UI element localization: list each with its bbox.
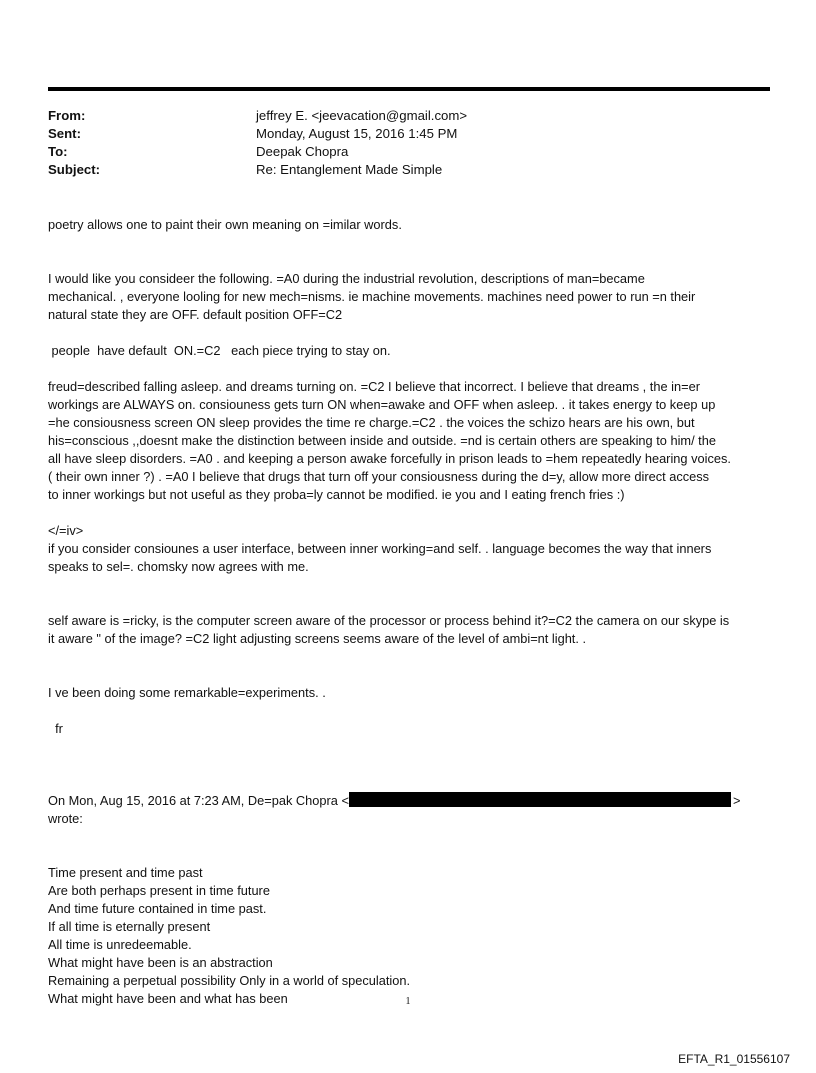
email-header bbox=[48, 107, 467, 179]
sent-label: Sent: bbox=[48, 126, 81, 141]
to-row bbox=[48, 143, 467, 161]
signature: fr bbox=[48, 721, 63, 736]
quote-intro-text: On Mon, Aug 15, 2016 at 7:23 AM, De=pak Chopra < bbox=[48, 793, 349, 808]
paragraph-line: ( their own inner ?) . =A0 I believe that drugs that turn off your consiousness during the d=y, allow more direct access bbox=[48, 469, 710, 484]
paragraph: I ve been doing some remarkable=experiments. . bbox=[48, 685, 326, 700]
sent-row bbox=[48, 125, 467, 143]
paragraph-line: to inner workings but not useful as they proba=ly cannot be modified. ie you and I eating french fries :) bbox=[48, 487, 625, 502]
subject-row bbox=[48, 161, 467, 179]
paragraph-line: all have sleep disorders. =A0 . and keeping a person awake forcefully in prison leads to =hem repeatedly hearing voices. bbox=[48, 451, 731, 466]
quote-intro-wrote: wrote: bbox=[48, 811, 83, 826]
page-number: 1 bbox=[405, 996, 411, 1007]
paragraph-line: =he consiousness screen ON sleep provides the time re charge.=C2 . the voices the schizo hears are his own, but bbox=[48, 415, 695, 430]
div-artifact: </=iv> bbox=[48, 523, 84, 538]
paragraph: people have default ON.=C2 each piece trying to stay on. bbox=[48, 343, 391, 358]
quoted-poem bbox=[48, 864, 770, 1008]
paragraph-line: I would like you consideer the following. =A0 during the industrial revolution, descriptions of man=became bbox=[48, 271, 645, 286]
poem-line: All time is unredeemable. bbox=[48, 937, 192, 952]
paragraph: poetry allows one to paint their own meaning on =imilar words. bbox=[48, 217, 402, 232]
document-id: EFTA_R1_01556107 bbox=[678, 1052, 790, 1066]
quote-intro bbox=[48, 792, 770, 810]
poem-line: What might have been and what has been bbox=[48, 991, 288, 1006]
paragraph-line: natural state they are OFF. default position OFF=C2 bbox=[48, 307, 343, 322]
paragraph-line: speaks to sel=. chomsky now agrees with me. bbox=[48, 559, 309, 574]
paragraph-line: if you consider consiounes a user interface, between inner working=and self. . language becomes the way that inners bbox=[48, 541, 712, 556]
poem-line: Are both perhaps present in time future bbox=[48, 883, 270, 898]
subject-value: Re: Entanglement Made Simple bbox=[256, 162, 443, 177]
paragraph-line: mechanical. , everyone looling for new mech=nisms. ie machine movements. machines need power to run =n their bbox=[48, 289, 696, 304]
poem-line: And time future contained in time past. bbox=[48, 901, 267, 916]
from-label: From: bbox=[48, 108, 86, 123]
redaction-bar bbox=[349, 792, 731, 807]
paragraph-line: his=conscious ,,doesnt make the distinction between inside and outside. =nd is certain others are speaking to him/ the bbox=[48, 433, 716, 448]
quote-intro-close: > bbox=[732, 793, 741, 808]
top-rule bbox=[48, 87, 770, 91]
subject-label: Subject: bbox=[48, 162, 101, 177]
to-value: Deepak Chopra bbox=[256, 144, 349, 159]
sent-value: Monday, August 15, 2016 1:45 PM bbox=[256, 126, 458, 141]
paragraph-line: freud=described falling asleep. and dreams turning on. =C2 I believe that incorrect. I believe that dreams , the in=er bbox=[48, 379, 700, 394]
email-body bbox=[48, 216, 770, 1008]
from-row bbox=[48, 107, 467, 125]
poem-line: Time present and time past bbox=[48, 865, 203, 880]
paragraph-line: workings are ALWAYS on. consiouness gets turn ON when=awake and OFF when asleep. . it takes energy to keep up bbox=[48, 397, 716, 412]
paragraph-line: it aware " of the image? =C2 light adjusting screens seems aware of the level of ambi=nt light. . bbox=[48, 631, 587, 646]
from-value: jeffrey E. <jeevacation@gmail.com> bbox=[256, 108, 468, 123]
poem-line: Remaining a perpetual possibility Only in a world of speculation. bbox=[48, 973, 411, 988]
paragraph-line: self aware is =ricky, is the computer screen aware of the processor or process behind it?=C2 the camera on our skype is bbox=[48, 613, 730, 628]
to-label: To: bbox=[48, 144, 68, 159]
poem-line: What might have been is an abstraction bbox=[48, 955, 273, 970]
poem-line: If all time is eternally present bbox=[48, 919, 211, 934]
